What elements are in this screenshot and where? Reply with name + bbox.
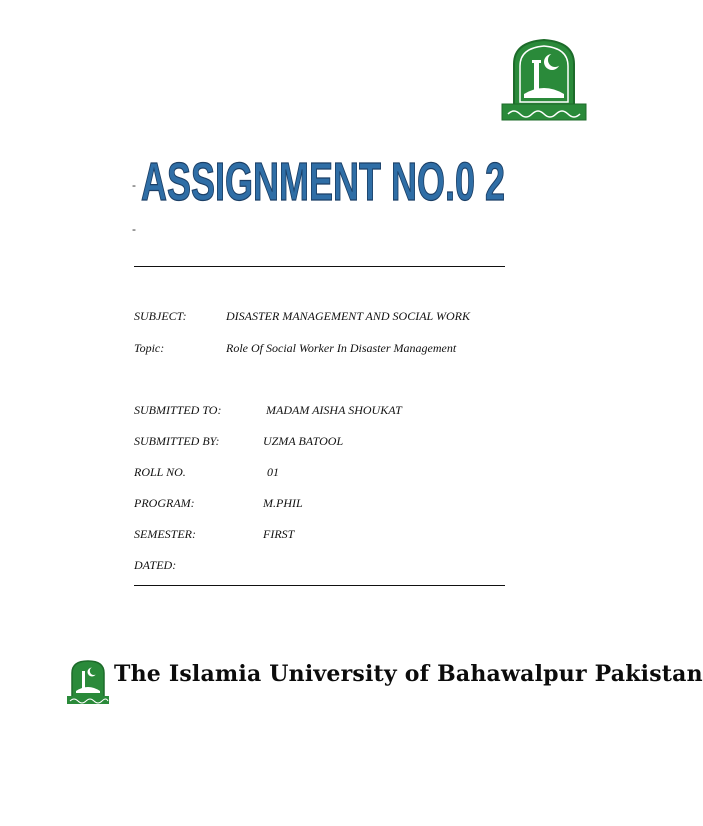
university-name: The Islamia University of Bahawalpur Pakistan: [114, 661, 703, 687]
program-value: M.PHIL: [263, 496, 303, 510]
assignment-title: [139, 150, 509, 214]
title-text: ASSIGNMENT NO.0 2: [141, 152, 506, 212]
university-banner: [62, 655, 703, 709]
subject-label: SUBJECT:: [134, 309, 187, 323]
subject-value: DISASTER MANAGEMENT AND SOCIAL WORK: [226, 309, 471, 323]
dated-label: DATED:: [134, 558, 177, 572]
divider: [134, 585, 505, 586]
stray-dash: -: [132, 178, 136, 192]
submitted-to-label: SUBMITTED TO:: [134, 403, 222, 417]
semester-value: FIRST: [263, 527, 295, 541]
topic-label: Topic:: [134, 341, 165, 355]
roll-no-value: 01: [267, 465, 279, 479]
divider: [134, 266, 505, 267]
roll-no-label: ROLL NO.: [134, 465, 186, 479]
topic-value: Role Of Social Worker In Disaster Management: [226, 341, 457, 355]
stray-dash: -: [132, 222, 136, 236]
submitted-by-label: SUBMITTED BY:: [134, 434, 220, 448]
submitted-to-value: MADAM AISHA SHOUKAT: [266, 403, 402, 417]
program-label: PROGRAM:: [134, 496, 195, 510]
university-crest-icon: [66, 659, 110, 705]
semester-label: SEMESTER:: [134, 527, 196, 541]
submitted-by-value: UZMA BATOOL: [263, 434, 344, 448]
university-crest-icon: [500, 36, 588, 122]
